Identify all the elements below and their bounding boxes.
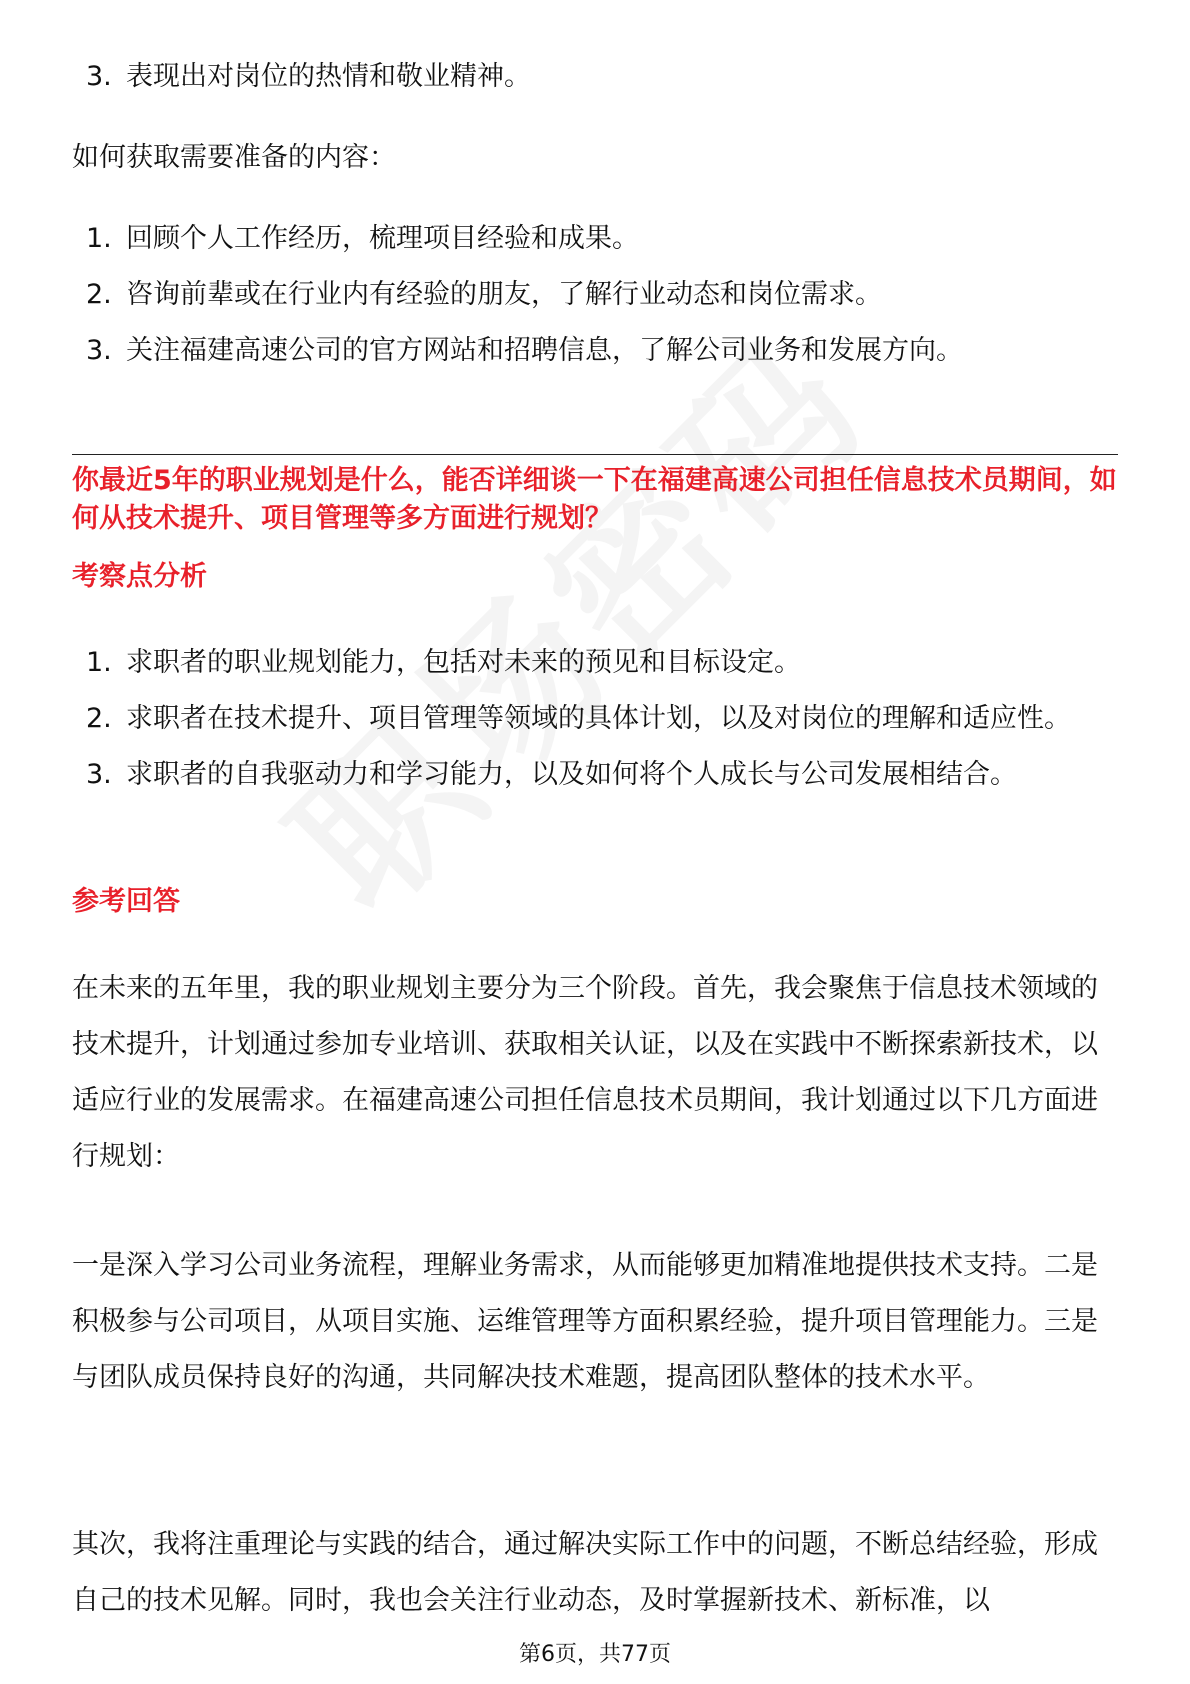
list-text: 回顾个人工作经历，梳理项目经验和成果。 (126, 223, 639, 254)
list-number: 3. (86, 61, 112, 92)
prep-heading: 如何获取需要准备的内容： (72, 142, 396, 173)
prep-list (72, 211, 1118, 379)
question-heading: 你最近5年的职业规划是什么，能否详细谈一下在福建高速公司担任信息技术员期间，如何从技术提升、项目管理等多方面进行规划？ (72, 465, 1117, 534)
list-item (72, 267, 1118, 323)
list-number: 3. (86, 335, 112, 366)
list-number: 2. (86, 279, 112, 310)
answer-heading: 参考回答 (72, 886, 180, 917)
list-item (72, 635, 1118, 691)
section-divider (72, 454, 1118, 455)
list-text: 咨询前辈或在行业内有经验的朋友，了解行业动态和岗位需求。 (126, 279, 882, 310)
answer-paragraph: 一是深入学习公司业务流程，理解业务需求，从而能够更加精准地提供技术支持。二是积极参与公司项目，从项目实施、运维管理等方面积累经验，提升项目管理能力。三是与团队成员保持良好的沟通，共同解决技术难题，提高团队整体的技术水平。 (72, 1250, 1098, 1393)
list-number: 2. (86, 703, 112, 734)
list-text: 关注福建高速公司的官方网站和招聘信息，了解公司业务和发展方向。 (126, 335, 963, 366)
list-item (72, 49, 1118, 105)
document-page (72, 0, 1118, 1684)
list-text: 求职者的自我驱动力和学习能力，以及如何将个人成长与公司发展相结合。 (126, 759, 1017, 790)
list-number: 3. (86, 759, 112, 790)
answer-paragraph: 在未来的五年里，我的职业规划主要分为三个阶段。首先，我会聚焦于信息技术领域的技术提升，计划通过参加专业培训、获取相关认证，以及在实践中不断探索新技术，以适应行业的发展需求。在福建高速公司担任信息技术员期间，我计划通过以下几方面进行规划： (72, 973, 1098, 1172)
list-number: 1. (86, 647, 112, 678)
list-text: 求职者在技术提升、项目管理等领域的具体计划，以及对岗位的理解和适应性。 (126, 703, 1071, 734)
page-footer: 第6页，共77页 (519, 1642, 671, 1667)
analysis-heading: 考察点分析 (72, 561, 207, 592)
list-text: 求职者的职业规划能力，包括对未来的预见和目标设定。 (126, 647, 801, 678)
list-item (72, 747, 1118, 803)
list-text: 表现出对岗位的热情和敬业精神。 (126, 61, 531, 92)
list-item (72, 323, 1118, 379)
answer-paragraph: 其次，我将注重理论与实践的结合，通过解决实际工作中的问题，不断总结经验，形成自己的技术见解。同时，我也会关注行业动态，及时掌握新技术、新标准，以 (72, 1529, 1098, 1616)
list-item (72, 211, 1118, 267)
list-item (72, 691, 1118, 747)
top-list (72, 49, 1118, 105)
analysis-list (72, 635, 1118, 803)
list-number: 1. (86, 223, 112, 254)
